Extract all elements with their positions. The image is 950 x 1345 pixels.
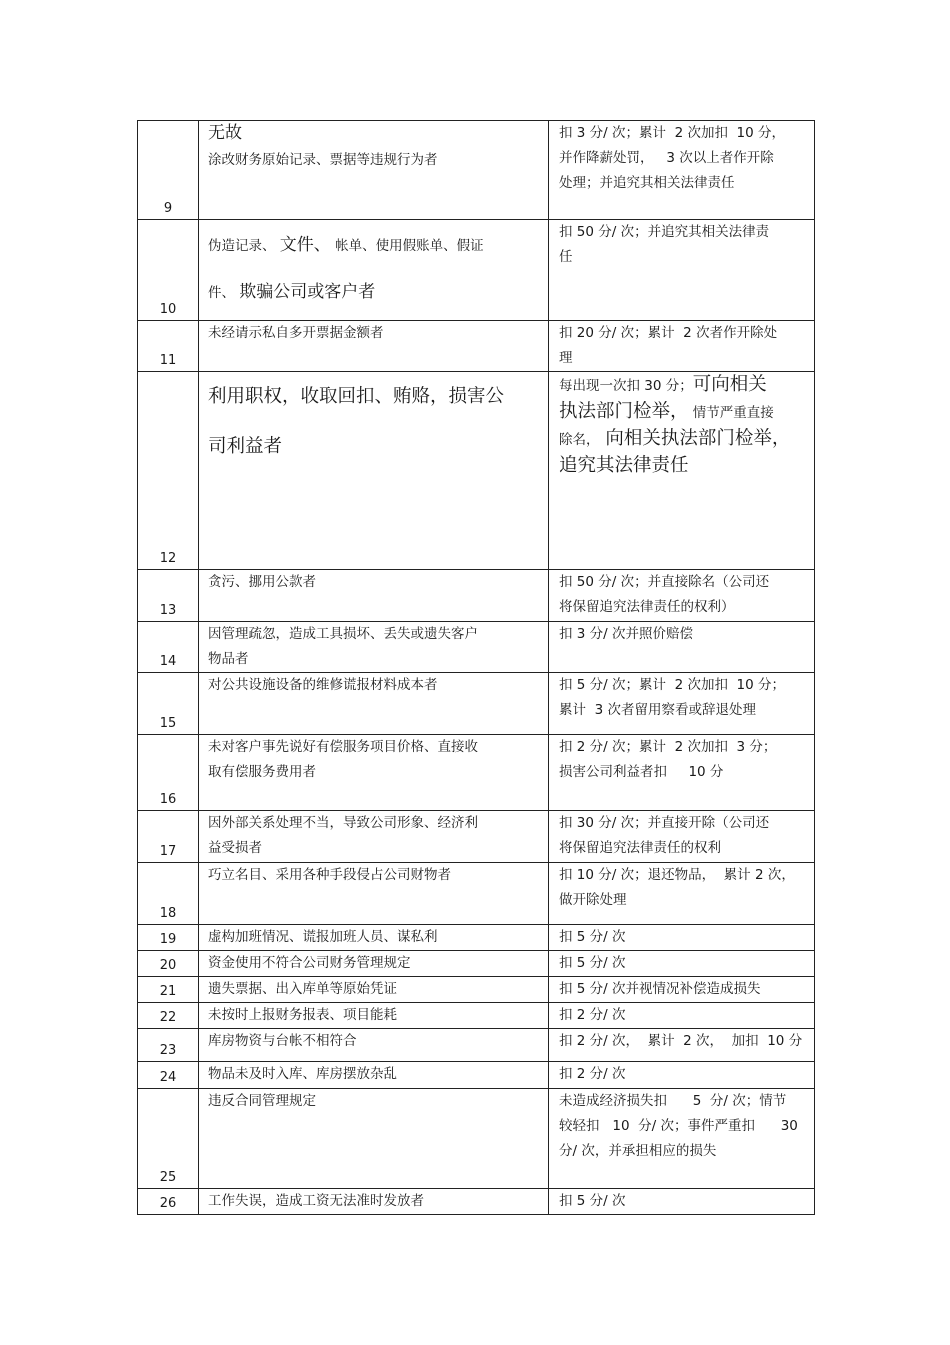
penalty-text [549, 811, 815, 863]
row-number [138, 321, 199, 372]
row-number-text: 26 [159, 1196, 177, 1211]
description-part: 文件、 [279, 235, 331, 255]
violation-description [199, 735, 549, 811]
violation-description [199, 863, 549, 925]
penalty-line: 扣 10 分/ 次；退还物品， 累计 2 次， [559, 867, 795, 883]
penalty-text [549, 863, 815, 925]
row-number-text: 20 [159, 958, 177, 973]
row-number-text: 17 [159, 844, 177, 859]
penalty-line: 扣 3 分/ 次；累计 2 次加扣 10 分， [559, 125, 786, 141]
penalty-text [549, 570, 815, 622]
penalty-text [549, 1003, 815, 1029]
description-line: 对公共设施设备的维修谎报材料成本者 [208, 677, 438, 693]
penalty-line: 做开除处理 [559, 892, 627, 908]
table-row [138, 673, 815, 735]
penalty-line: 扣 2 分/ 次；累计 2 次加扣 3 分； [559, 739, 777, 755]
row-number-text: 19 [159, 932, 177, 947]
penalty-line: 理 [559, 350, 573, 366]
penalty-text [549, 1062, 815, 1089]
penalty-part: 可向相关 [692, 374, 767, 395]
violation-description [199, 1189, 549, 1215]
violation-description [199, 1062, 549, 1089]
penalty-line: 扣 2 分/ 次， 累计 2 次， 加扣 10 分 [559, 1033, 803, 1049]
description-line: 因外部关系处理不当，导致公司形象、经济利 [208, 815, 478, 831]
violation-description [199, 977, 549, 1003]
penalty-line: 扣 5 分/ 次 [559, 955, 626, 971]
table-row [138, 220, 815, 321]
description-line: 贪污、挪用公款者 [208, 574, 316, 590]
table-row [138, 863, 815, 925]
penalty-text [549, 1029, 815, 1062]
description-line [208, 271, 542, 314]
description-line: 资金使用不符合公司财务管理规定 [208, 955, 411, 971]
penalty-text [549, 1189, 815, 1215]
description-line: 工作失误，造成工资无法准时发放者 [208, 1193, 424, 1209]
penalty-line: 扣 5 分/ 次并视情况补偿造成损失 [559, 981, 761, 997]
table-row [138, 811, 815, 863]
row-number-text: 24 [159, 1070, 177, 1085]
description-line: 库房物资与台帐不相符合 [208, 1033, 357, 1049]
description-line: 未经请示私自多开票据金额者 [208, 325, 384, 341]
penalty-line: 扣 5 分/ 次；累计 2 次加扣 10 分； [559, 677, 786, 693]
penalty-text [549, 220, 815, 321]
row-number-text: 18 [159, 906, 177, 921]
penalty-line [559, 372, 810, 399]
description-line: 因管理疏忽，造成工具损坏、丢失或遗失客户 [208, 626, 478, 642]
description-line: 物品者 [208, 651, 249, 667]
violation-description [199, 925, 549, 951]
description-line [208, 121, 542, 177]
row-number [138, 977, 199, 1003]
description-part: 无故 [208, 123, 242, 143]
description-part: 帐单、使用假账单、假证 [330, 238, 484, 254]
description-line: 益受损者 [208, 840, 262, 856]
penalty-line: 损害公司利益者扣 10 分 [559, 764, 724, 780]
row-number [138, 570, 199, 622]
description-line: 虚构加班情况、谎报加班人员、谋私利 [208, 929, 438, 945]
row-number-text: 15 [159, 716, 177, 731]
violation-description [199, 622, 549, 673]
penalty-line: 扣 30 分/ 次；并直接开除（公司还 [559, 815, 770, 831]
row-number-text: 25 [159, 1170, 177, 1185]
penalty-line: 将保留追究法律责任的权利 [559, 840, 721, 856]
penalty-line: 扣 50 分/ 次；并追究其相关法律责 [559, 224, 770, 240]
penalty-line: 较轻扣 10 分/ 次；事件严重扣 30 [559, 1118, 798, 1134]
penalty-part: 追究其法律责任 [559, 455, 689, 476]
row-number-text: 12 [159, 551, 177, 566]
penalty-line [559, 453, 810, 480]
penalty-text [549, 321, 815, 372]
table-row [138, 925, 815, 951]
penalty-part: 执法部门检举， [559, 401, 689, 422]
table-row [138, 1003, 815, 1029]
violation-description [199, 372, 549, 570]
table-row [138, 1189, 815, 1215]
row-number-text: 23 [159, 1043, 177, 1058]
description-line: 利用职权，收取回扣、贿赂，损害公 [208, 386, 505, 407]
table-row [138, 735, 815, 811]
table-row [138, 1029, 815, 1062]
row-number [138, 1089, 199, 1189]
penalty-line: 任 [559, 249, 573, 265]
row-number [138, 863, 199, 925]
row-number [138, 951, 199, 977]
description-line [208, 220, 542, 271]
description-line: 未按时上报财务报表、项目能耗 [208, 1007, 397, 1023]
violation-description [199, 1029, 549, 1062]
violation-description [199, 811, 549, 863]
table-row [138, 1062, 815, 1089]
penalty-part: 向相关执法部门检举， [599, 428, 791, 449]
row-number [138, 1189, 199, 1215]
violation-description [199, 673, 549, 735]
penalty-text [549, 372, 815, 570]
row-number-text: 13 [159, 603, 177, 618]
description-line: 未对客户事先说好有偿服务项目价格、直接收 [208, 739, 478, 755]
row-number [138, 1003, 199, 1029]
description-line: 取有偿服务费用者 [208, 764, 316, 780]
violation-description [199, 220, 549, 321]
description-line: 巧立名目、采用各种手段侵占公司财物者 [208, 867, 451, 883]
table-row [138, 951, 815, 977]
description-part: 欺骗公司或客户者 [239, 282, 376, 302]
table-row [138, 1089, 815, 1189]
row-number-text: 11 [159, 353, 177, 368]
table-row [138, 121, 815, 220]
penalty-text [549, 925, 815, 951]
penalty-part: 情节严重直接 [688, 405, 774, 421]
table-row [138, 622, 815, 673]
row-number-text: 21 [159, 984, 177, 999]
penalty-line: 扣 3 分/ 次并照价赔偿 [559, 626, 694, 642]
penalty-line: 扣 5 分/ 次 [559, 929, 626, 945]
penalty-text [549, 1089, 815, 1189]
table-row [138, 977, 815, 1003]
penalty-part: 每出现一次扣 30 分； [559, 378, 693, 394]
row-number-text: 9 [163, 201, 173, 216]
penalty-line: 扣 2 分/ 次 [559, 1007, 626, 1023]
row-number [138, 673, 199, 735]
penalty-text [549, 622, 815, 673]
violation-description [199, 951, 549, 977]
penalty-line: 累计 3 次者留用察看或辞退处理 [559, 702, 756, 718]
penalty-line: 将保留追究法律责任的权利） [559, 599, 735, 615]
row-number-text: 14 [159, 654, 177, 669]
description-line: 违反合同管理规定 [208, 1093, 316, 1109]
table-row [138, 372, 815, 570]
description-line: 司利益者 [208, 436, 283, 457]
description-part: 件、 [208, 285, 240, 301]
penalty-line: 扣 50 分/ 次；并直接除名（公司还 [559, 574, 770, 590]
penalty-line: 处理；并追究其相关法律责任 [559, 175, 735, 191]
row-number [138, 1029, 199, 1062]
row-number-text: 16 [159, 792, 177, 807]
row-number [138, 220, 199, 321]
row-number [138, 372, 199, 570]
description-part: 涂改财务原始记录、票据等违规行为者 [208, 152, 438, 168]
penalty-part: 除名， [559, 432, 600, 448]
description-line: 遗失票据、出入库单等原始凭证 [208, 981, 397, 997]
penalty-line [559, 426, 810, 453]
penalty-line: 扣 2 分/ 次 [559, 1066, 626, 1082]
penalty-text [549, 673, 815, 735]
violation-description [199, 1003, 549, 1029]
row-number [138, 811, 199, 863]
penalty-text [549, 977, 815, 1003]
row-number [138, 925, 199, 951]
row-number-text: 10 [159, 302, 177, 317]
row-number [138, 735, 199, 811]
violation-description [199, 121, 549, 220]
violation-description [199, 321, 549, 372]
penalty-line: 扣 5 分/ 次 [559, 1193, 626, 1209]
penalty-line: 分/ 次，并承担相应的损失 [559, 1143, 717, 1159]
violation-description [199, 570, 549, 622]
violation-description [199, 1089, 549, 1189]
penalty-line: 扣 20 分/ 次；累计 2 次者作开除处 [559, 325, 778, 341]
penalty-line: 并作降薪处罚， 3 次以上者作开除 [559, 150, 774, 166]
row-number-text: 22 [159, 1010, 177, 1025]
penalty-text [549, 735, 815, 811]
penalty-line [559, 399, 810, 426]
description-part: 伪造记录、 [208, 238, 280, 254]
table-row [138, 321, 815, 372]
row-number [138, 121, 199, 220]
penalty-text [549, 121, 815, 220]
row-number [138, 622, 199, 673]
description-line: 物品未及时入库、库房摆放杂乱 [208, 1066, 397, 1082]
penalty-table [137, 120, 815, 1215]
table-row [138, 570, 815, 622]
penalty-line: 未造成经济损失扣 5 分/ 次；情节 [559, 1093, 787, 1109]
penalty-text [549, 951, 815, 977]
row-number [138, 1062, 199, 1089]
